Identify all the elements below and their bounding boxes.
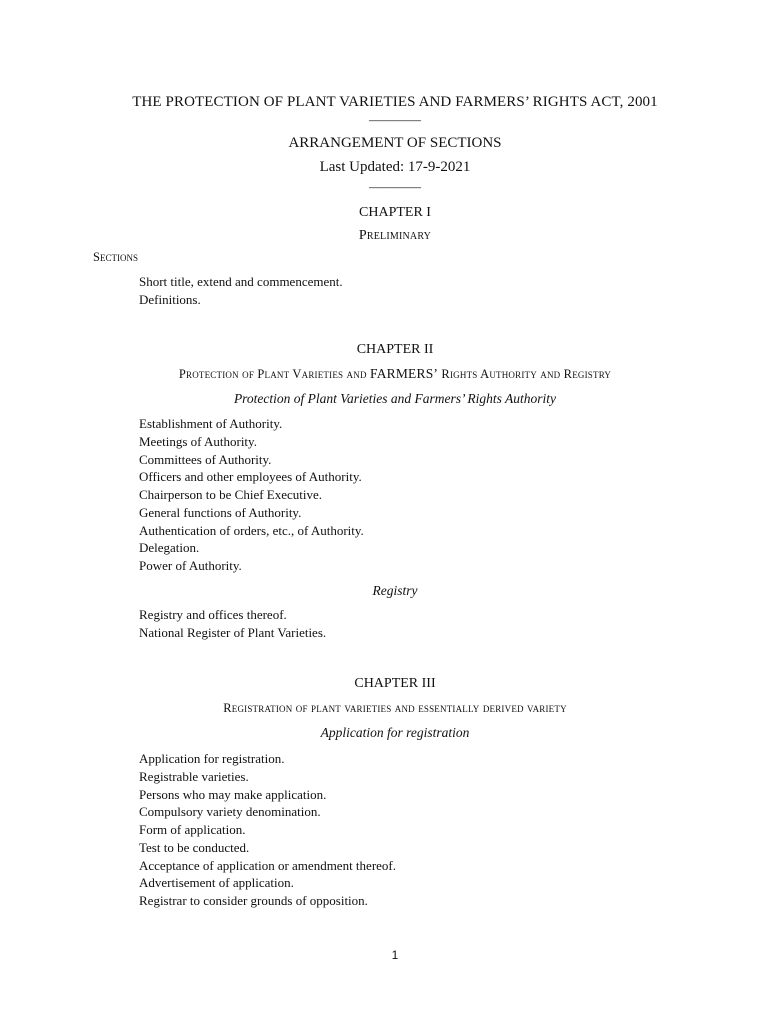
chapter-1-subtitle: Preliminary xyxy=(358,228,432,243)
section-label: Advertisement of application. xyxy=(139,875,294,891)
section-label: Registrable varieties. xyxy=(139,768,249,784)
section-label: Registrar to consider grounds of opposition. xyxy=(139,893,368,908)
section-label: Officers and other employees of Authority. xyxy=(139,469,362,485)
chapter-2-subtitle: Protection of Plant Varieties and FARMERS’ Rights Authority and Registry xyxy=(178,366,612,381)
section-label: Compulsory variety denomination. xyxy=(139,804,321,820)
heading-separator: ———— xyxy=(369,179,421,194)
section-label: General functions of Authority. xyxy=(139,504,302,520)
section-label: Authentication of orders, etc., of Authority. xyxy=(139,522,364,538)
chapter-2-group-2-heading: Registry xyxy=(372,583,418,598)
last-updated: Last Updated: 17-9-2021 xyxy=(319,159,471,175)
section-label: Delegation. xyxy=(139,540,200,556)
chapter-3-group-1-heading: Application for registration xyxy=(320,725,470,740)
section-label: Registry and offices thereof. xyxy=(139,607,287,622)
section-label: Power of Authority. xyxy=(139,558,242,573)
section-label: Chairperson to be Chief Executive. xyxy=(139,487,323,502)
chapter-2-title: CHAPTER II xyxy=(356,342,434,357)
section-label: Meetings of Authority. xyxy=(139,433,257,449)
section-label: Acceptance of application or amendment thereof. xyxy=(139,857,396,873)
section-label: National Register of Plant Varieties. xyxy=(139,625,327,640)
section-label: Application for registration. xyxy=(139,751,285,766)
sections-label: Sections xyxy=(93,250,138,264)
document-page: THE PROTECTION OF PLANT VARIETIES AND FARMERS’ RIGHTS ACT, 2001 ———— ARRANGEMENT OF SECTIONS Last Updated: 17-9-2021 ———— CHAPTER I Preliminary Sections Short title, extend and commencement. Definitions. CHAPTER II Protection of Plant Varieties and FARMERS’ Rights Authority and Registry Protection of Plant Varieties and Farmers’ Rights Authority Establishment of Authority. Meetings of Authority. Committees of Authority. Officers and other employees of Authority. Chairperson to be Chief Executive. General functions of Authority. Authentication of orders, etc., of Authority. Delegation. Power of Authority. Registry Registry and offices thereof. National Register of Plant Varieties. CHAPTER III Registration of plant varieties and essentially derived variety Application for registration Application for registration. Registrable varieties. Persons who may make application. Compulsory variety denomination. Form of application. Test to be conducted. Acceptance of application or amendment thereof. Advertisement of application. Registrar to consider grounds of opposition. 1 xyxy=(0,0,770,1024)
chapter-1-title: CHAPTER I xyxy=(359,205,431,220)
section-label: Persons who may make application. xyxy=(139,786,327,802)
section-label: Establishment of Authority. xyxy=(139,416,283,431)
section-label: Committees of Authority. xyxy=(139,451,272,467)
arrangement-heading: ARRANGEMENT OF SECTIONS xyxy=(288,135,502,151)
chapter-3-title: CHAPTER III xyxy=(354,676,436,691)
section-label: Form of application. xyxy=(139,822,246,837)
page-number: 1 xyxy=(391,948,399,962)
title-separator: ———— xyxy=(369,112,421,127)
section-label: Test to be conducted. xyxy=(139,839,250,855)
act-title: THE PROTECTION OF PLANT VARIETIES AND FARMERS’ RIGHTS ACT, 2001 xyxy=(132,94,658,110)
chapter-3-subtitle: Registration of plant varieties and essentially derived variety xyxy=(223,701,567,715)
chapter-2-group-1-heading: Protection of Plant Varieties and Farmers’ Rights Authority xyxy=(233,391,557,406)
